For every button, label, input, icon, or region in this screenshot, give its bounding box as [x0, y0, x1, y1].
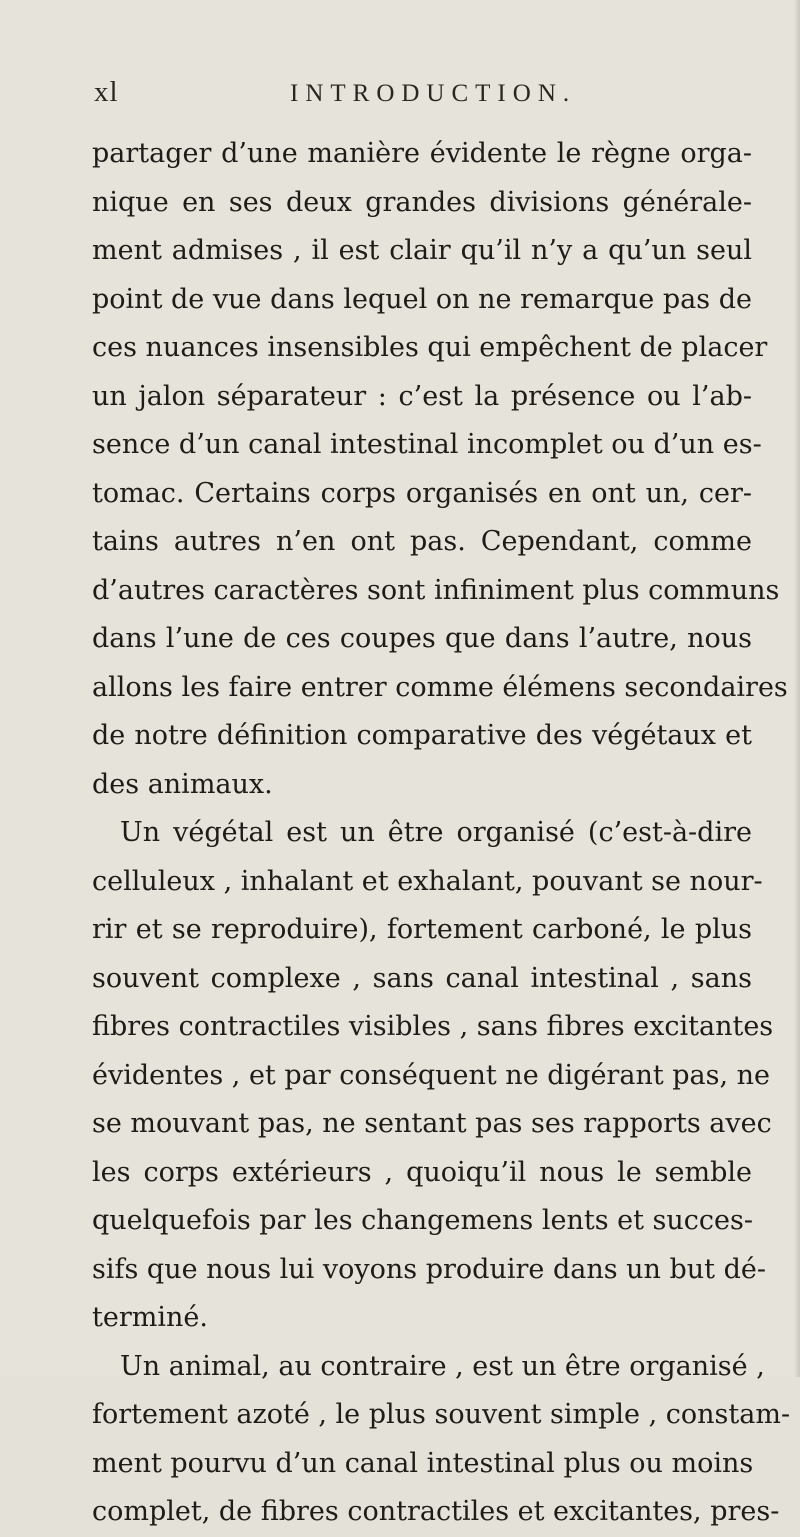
text-line: nique en ses deux grandes divisions générale-: [92, 186, 752, 218]
text-line: sence d’un canal intestinal incomplet ou d’un es-: [92, 429, 762, 460]
text-line: sifs que nous lui voyons produire dans un but dé-: [92, 1253, 766, 1285]
text-line: tomac. Certains corps organisés en ont un, cer-: [92, 477, 752, 509]
body-text: [92, 130, 791, 1537]
text-line: les corps extérieurs , quoiqu’il nous le semble: [92, 1156, 752, 1188]
text-line: ment admises , il est clair qu’il n’y a qu’un seul: [92, 235, 752, 266]
text-line: partager d’une manière évidente le règne orga-: [92, 138, 752, 169]
text-line: fibres contractiles visibles , sans fibres excitantes: [92, 1011, 774, 1042]
text-line: des animaux.: [92, 768, 273, 800]
running-head: [94, 76, 740, 116]
text-line: allons les faire entrer comme élémens secondaires: [92, 671, 788, 703]
page-edge-shadow: [794, 0, 800, 1377]
text-line: ment pourvu d’un canal intestinal plus ou moins: [92, 1447, 754, 1479]
text-line: dans l’une de ces coupes que dans l’autre, nous: [92, 623, 752, 654]
text-line: se mouvant pas, ne sentant pas ses rapports avec: [92, 1108, 772, 1139]
text-line: Un végétal est un être organisé (c’est-à-dire: [120, 817, 752, 848]
text-line: Un animal, au contraire , est un être organisé ,: [120, 1350, 765, 1382]
text-line: souvent complexe , sans canal intestinal , sans: [92, 962, 752, 994]
text-line: fortement azoté , le plus souvent simple , constam-: [92, 1399, 791, 1430]
text-line: tains autres n’en ont pas. Cependant, comme: [92, 526, 752, 557]
running-title: INTRODUCTION.: [290, 80, 577, 107]
text-line: évidentes , et par conséquent ne digérant pas, ne: [92, 1059, 771, 1091]
text-line: ces nuances insensibles qui empêchent de placer: [92, 332, 768, 363]
text-line: terminé.: [92, 1302, 208, 1333]
text-line: point de vue dans lequel on ne remarque pas de: [92, 283, 752, 315]
text-line: rir et se reproduire), fortement carboné, le plus: [92, 914, 752, 945]
text-line: un jalon séparateur : c’est la présence ou l’ab-: [92, 380, 752, 412]
text-line: celluleux , inhalant et exhalant, pouvant se nour-: [92, 865, 763, 897]
text-line: quelquefois par les changemens lents et succes-: [92, 1205, 753, 1236]
text-line: de notre définition comparative des végétaux et: [92, 720, 752, 751]
text-line: d’autres caractères sont infiniment plus communs: [92, 574, 780, 606]
page-number: xl: [94, 76, 119, 108]
text-line: complet, de fibres contractiles et excitantes, pres-: [92, 1496, 780, 1527]
